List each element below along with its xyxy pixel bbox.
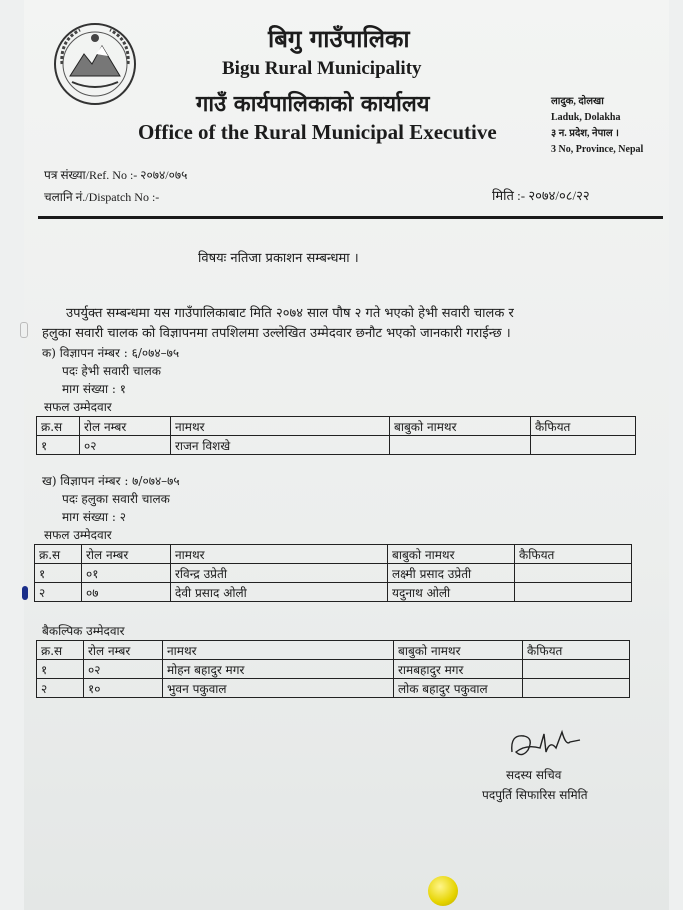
header-cell: रोल नम्बर — [84, 641, 163, 660]
table-cell: मोहन बहादुर मगर — [163, 660, 394, 679]
pushpin-icon — [428, 876, 458, 906]
table-cell: ०२ — [84, 660, 163, 679]
table-cell: रविन्द्र उप्रेती — [171, 564, 388, 583]
table-cell: २ — [37, 679, 84, 698]
table-row — [37, 679, 630, 698]
table-cell — [515, 564, 632, 583]
letter-date: मिति :- २०७४/०८/२२ — [492, 188, 590, 203]
section-b-table — [34, 544, 632, 602]
table-row — [35, 564, 632, 583]
header-cell: बाबुको नामथर — [388, 545, 515, 564]
table-cell: १ — [37, 660, 84, 679]
municipality-name-nepali: बिगु गाउँपालिका — [268, 24, 410, 53]
table-cell: २ — [35, 583, 82, 602]
table-cell: यदुनाथ ओली — [388, 583, 515, 602]
header-cell: बाबुको नामथर — [394, 641, 523, 660]
table-cell: १ — [35, 564, 82, 583]
address-line: Laduk, Dolakha — [551, 112, 621, 123]
header-cell: कैफियत — [515, 545, 632, 564]
table-cell: रामबहादुर मगर — [394, 660, 523, 679]
section-a-post: पदः हेभी सवारी चालक — [62, 364, 161, 378]
header-cell: नामथर — [163, 641, 394, 660]
address-line: 3 No, Province, Nepal — [551, 144, 644, 155]
body-paragraph — [42, 304, 622, 344]
section-a-table — [36, 416, 636, 455]
municipality-emblem-icon — [50, 20, 140, 108]
section-a-heading: सफल उम्मेदवार — [44, 400, 112, 414]
header-cell: कैफियत — [531, 417, 636, 436]
address-line: लादुक, दोलखा — [551, 96, 604, 107]
header-divider — [38, 216, 663, 219]
section-b-post: पदः हलुका सवारी चालक — [62, 492, 170, 506]
address-line: ३ न. प्रदेश, नेपाल । — [551, 128, 619, 139]
dispatch-number: चलानि नं./Dispatch No :- — [44, 190, 160, 204]
body-line: हलुका सवारी चालक को विज्ञापनमा तपशिलमा उल्लेखित उम्मेदवार छनौट भएको जानकारी गराईन्छ । — [42, 326, 511, 341]
header-cell: क्र.स — [37, 641, 84, 660]
section-c-table — [36, 640, 630, 698]
table-cell — [523, 660, 630, 679]
header-cell: क्र.स — [35, 545, 82, 564]
section-a-demand: माग संख्या : १ — [62, 382, 126, 396]
table-cell: देवी प्रसाद ओली — [171, 583, 388, 602]
pin-hole-icon — [20, 322, 28, 338]
office-name-english: Office of the Rural Municipal Executive — [138, 120, 497, 144]
subject-line: विषयः नतिजा प्रकाशन सम्बन्धमा । — [198, 251, 359, 266]
header-cell: रोल नम्बर — [82, 545, 171, 564]
table-cell: राजन विशखे — [171, 436, 390, 455]
signatory-title: सदस्य सचिव — [506, 768, 562, 782]
table-header-row — [37, 417, 636, 436]
header-cell: नामथर — [171, 417, 390, 436]
handwritten-signature — [506, 722, 584, 770]
table-cell: १ — [37, 436, 80, 455]
table-cell: ०७ — [82, 583, 171, 602]
signatory-committee: पदपुर्ति सिफारिस समिति — [482, 788, 588, 802]
header-cell: रोल नम्बर — [80, 417, 171, 436]
table-row — [37, 660, 630, 679]
address-block — [551, 94, 643, 158]
header-cell: बाबुको नामथर — [390, 417, 531, 436]
table-cell — [531, 436, 636, 455]
office-name-nepali: गाउँ कार्यपालिकाको कार्यालय — [196, 91, 430, 117]
table-cell: लक्ष्मी प्रसाद उप्रेती — [388, 564, 515, 583]
pin-mark-icon — [22, 586, 28, 600]
header-cell: कैफियत — [523, 641, 630, 660]
table-cell: लोक बहादुर पकुवाल — [394, 679, 523, 698]
table-cell: १० — [84, 679, 163, 698]
header-cell: नामथर — [171, 545, 388, 564]
table-cell — [515, 583, 632, 602]
header-cell: क्र.स — [37, 417, 80, 436]
table-row — [35, 583, 632, 602]
table-cell: भुवन पकुवाल — [163, 679, 394, 698]
section-a-ad-number: क) विज्ञापन नंम्बर : ६/०७४–७५ — [42, 346, 180, 360]
section-b-heading: सफल उम्मेदवार — [44, 528, 112, 542]
reference-number: पत्र संख्या/Ref. No :- २०७४/०७५ — [44, 168, 188, 182]
table-cell: ०१ — [82, 564, 171, 583]
body-line: उपर्युक्त सम्बन्धमा यस गाउँपालिकाबाट मिति २०७४ साल पौष २ गते भएको हेभी सवारी चालक र — [66, 306, 514, 321]
section-c-heading: बैकल्पिक उम्मेदवार — [42, 624, 125, 638]
table-header-row — [37, 641, 630, 660]
table-cell — [523, 679, 630, 698]
section-b-ad-number: ख) विज्ञापन नंम्बर : ७/०७४–७५ — [42, 474, 180, 488]
table-cell — [390, 436, 531, 455]
table-row — [37, 436, 636, 455]
section-b-demand: माग संख्या : २ — [62, 510, 126, 524]
table-header-row — [35, 545, 632, 564]
municipality-name-english: Bigu Rural Municipality — [222, 58, 422, 79]
table-cell: ०२ — [80, 436, 171, 455]
